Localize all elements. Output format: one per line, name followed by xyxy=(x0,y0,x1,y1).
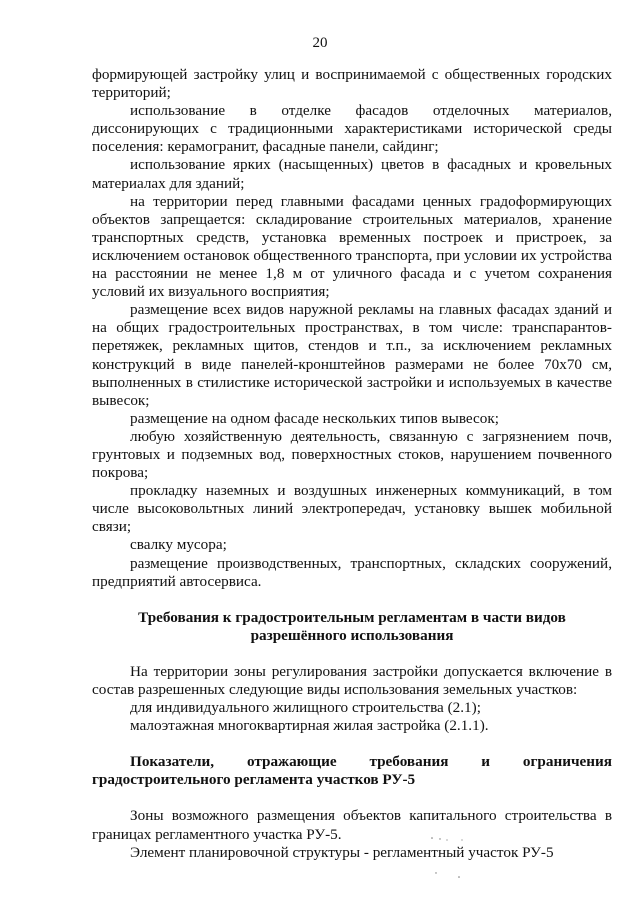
list-item: малоэтажная многоквартирная жилая застройка (2.1.1). xyxy=(130,717,489,735)
list-item: использование в отделке фасадов отделочных материалов, диссонирующих с традиционными характеристиками исторической среды поселения: керамогранит, фасадные панели, сайдинг; xyxy=(92,102,612,156)
paragraph: На территории зоны регулирования застройки допускается включение в состав разрешенных следующие виды использования земельных участков: xyxy=(92,662,612,698)
list-item: использование ярких (насыщенных) цветов в фасадных и кровельных материалах для зданий; xyxy=(92,156,612,192)
list-item: любую хозяйственную деятельность, связанную с загрязнением почв, грунтовых и подземных вод, поверхностных стоков, нарушением почвенного покрова; xyxy=(92,427,612,482)
section-heading-line2: разрешённого использования xyxy=(250,626,454,644)
list-item: для индивидуального жилищного строительства (2.1); xyxy=(130,699,481,717)
list-item: размещение производственных, транспортных, складских сооружений, предприятий автосервиса. xyxy=(92,554,612,590)
section-heading: Показатели, отражающие требования и ограничения градостроительного регламента участков РУ-5 xyxy=(92,753,612,789)
list-item: прокладку наземных и воздушных инженерных коммуникаций, в том числе высоковольтных линий электропередач, установку вышек мобильной связи; xyxy=(92,482,612,536)
section-heading-line1: Требования к градостроительным регламентам в части видов xyxy=(138,608,566,626)
list-item: размещение всех видов наружной рекламы на главных фасадах зданий и на общих градостроительных пространствах, в том числе: транспарантов-перетяжек, рекламных щитов, стендов и т.п., за исключением рекламных конструкций в виде панелей-кронштейнов размерами не более 70х70 см, выполненных в стилистике исторической застройки и используемых в качестве вывесок; xyxy=(92,301,612,409)
section-heading xyxy=(92,609,612,645)
document-body xyxy=(92,66,612,862)
paragraph: формирующей застройку улиц и воспринимаемой с общественных городских территорий; xyxy=(92,66,612,102)
page-number: 20 xyxy=(312,35,328,51)
list-item: свалку мусора; xyxy=(130,536,227,554)
paragraph: Элемент планировочной структуры - регламентный участок РУ-5 xyxy=(130,843,554,861)
paragraph: Зоны возможного размещения объектов капитального строительства в границах регламентного участка РУ-5. xyxy=(92,807,612,843)
list-item: размещение на одном фасаде нескольких типов вывесок; xyxy=(130,409,499,427)
list-item: на территории перед главными фасадами ценных градоформирующих объектов запрещается: складирование строительных материалов, хранение транспортных средств, установка временных построек и пристроек, за исключением остановок общественного транспорта, при условии их устройства на расстоянии не менее 1,8 м от уличного фасада и с учетом сохранения условий их визуального восприятия; xyxy=(92,192,612,301)
